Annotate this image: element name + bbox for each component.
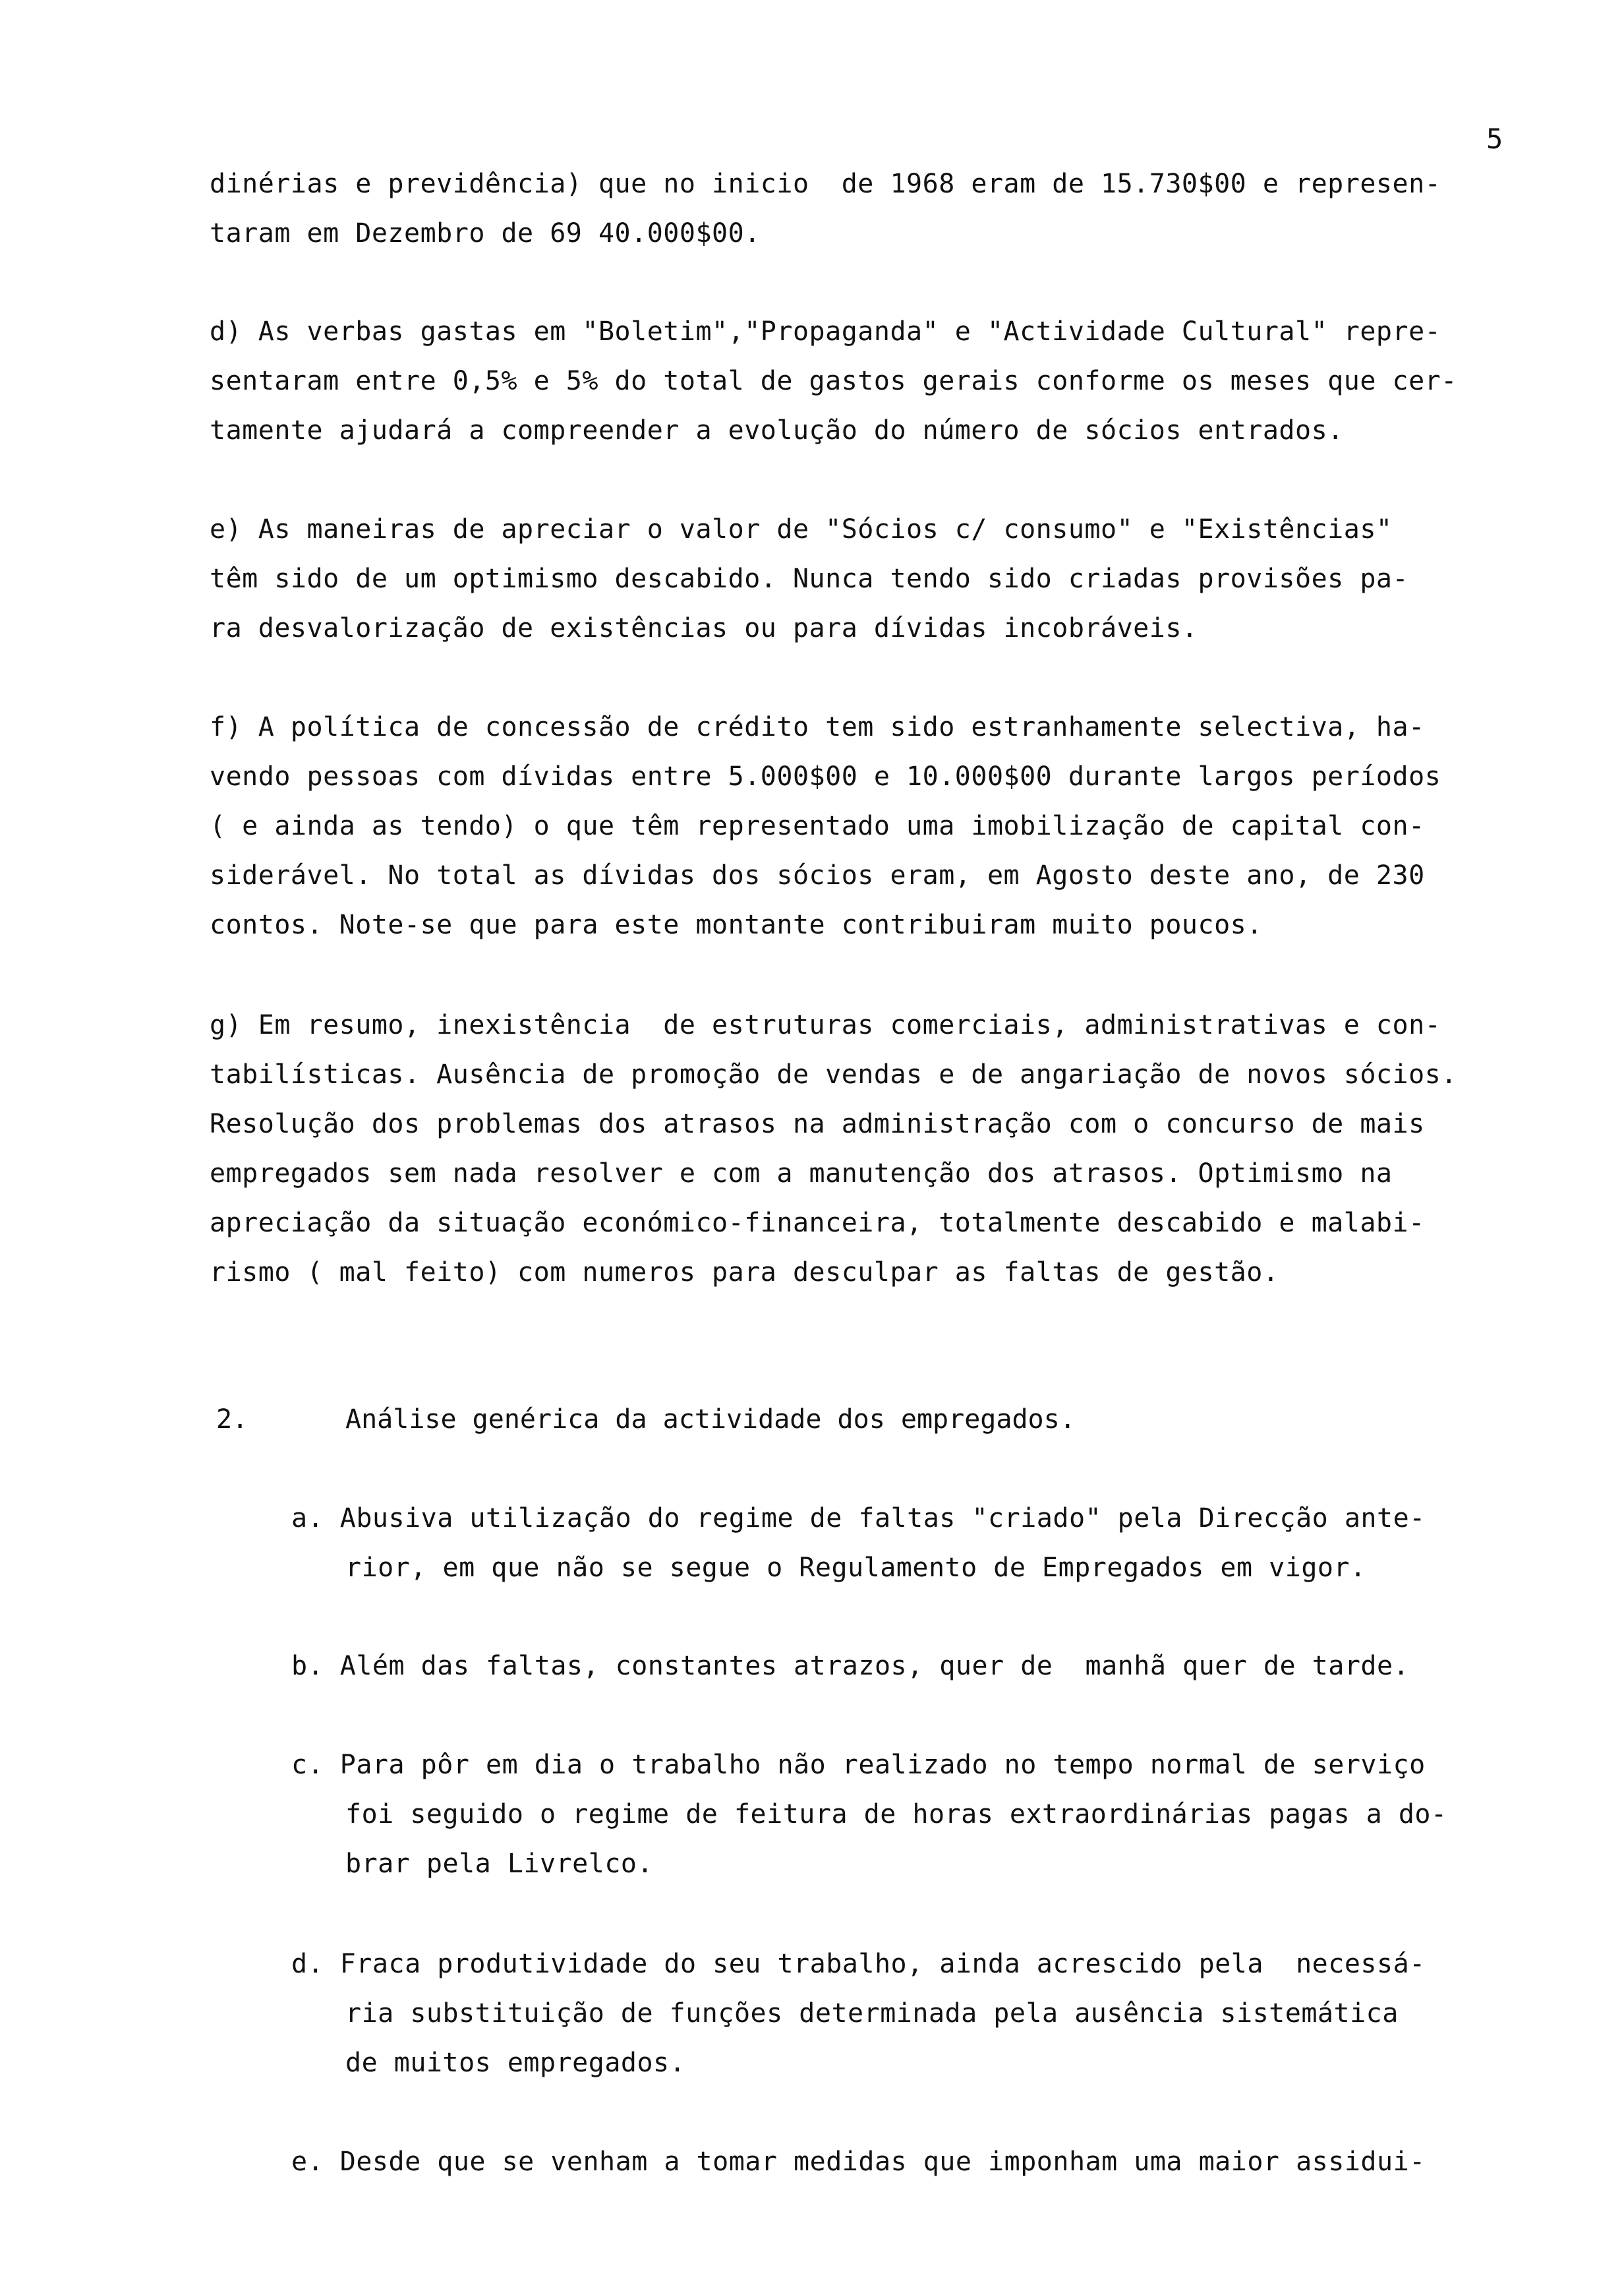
text-line: f) A política de concessão de crédito tem sido estranhamente selectiva, ha- [210,712,1425,742]
text-line: c. Para pôr em dia o trabalho não realizado no tempo normal de serviço [291,1750,1426,1780]
text-line: sentaram entre 0,5% e 5% do total de gastos gerais conforme os meses que cer- [210,366,1457,396]
text-line: d. Fraca produtividade do seu trabalho, ainda acrescido pela necessá- [291,1949,1426,1979]
text-line: tabilísticas. Ausência de promoção de vendas e de angariação de novos sócios. [210,1059,1457,1090]
text-line: contos. Note-se que para este montante contribuiram muito poucos. [210,910,1263,940]
text-line: siderável. No total as dívidas dos sócios eram, em Agosto deste ano, de 230 [210,860,1425,891]
text-line: empregados sem nada resolver e com a manutenção dos atrasos. Optimismo na [210,1158,1393,1189]
paragraph-g [210,1001,1567,1297]
text-line: Resolução dos problemas dos atrasos na administração com o concurso de mais [210,1109,1425,1139]
text-line: vendo pessoas com dívidas entre 5.000$00 e 10.000$00 durante largos períodos [210,761,1441,792]
text-line: tamente ajudará a compreender a evolução do número de sócios entrados. [210,415,1344,446]
list-item-c [291,1740,1567,1889]
list-item-d [291,1940,1567,2088]
paragraph-intro [210,160,1567,258]
text-line: ria substituição de funções determinada pela ausência sistemática [345,1998,1399,2029]
list-item-b [291,1642,1567,1691]
text-line: rior, em que não se segue o Regulamento de Empregados em vigor. [345,1553,1366,1583]
text-line: taram em Dezembro de 69 40.000$00. [210,218,761,249]
text-line: e) As maneiras de apreciar o valor de "Sócios c/ consumo" e "Existências" [210,514,1393,545]
section-number: 2. [216,1404,248,1435]
text-line: ( e ainda as tendo) o que têm representado uma imobilização de capital con- [210,811,1425,841]
text-line: b. Além das faltas, constantes atrazos, quer de manhã quer de tarde. [291,1651,1410,1681]
paragraph-d [210,307,1567,456]
text-line: apreciação da situação económico-financeira, totalmente descabido e malabi- [210,1208,1425,1238]
page-number: 5 [1486,123,1503,155]
list-item-a [291,1494,1567,1593]
text-line: foi seguido o regime de feitura de horas extraordinárias pagas a do- [345,1799,1447,1829]
text-line: ra desvalorização de existências ou para dívidas incobráveis. [210,613,1198,643]
paragraph-e [210,505,1567,653]
text-line: dinérias e previdência) que no inicio de 1968 eram de 15.730$00 e represen- [210,169,1441,199]
list-item-e [291,2137,1567,2187]
text-line: têm sido de um optimismo descabido. Nunca tendo sido criadas provisões pa- [210,564,1409,594]
text-line: d) As verbas gastas em "Boletim","Propaganda" e "Actividade Cultural" repre- [210,316,1441,347]
text-line: g) Em resumo, inexistência de estruturas comerciais, administrativas e con- [210,1010,1441,1040]
text-line: a. Abusiva utilização do regime de faltas "criado" pela Direcção ante- [291,1503,1426,1533]
paragraph-f [210,703,1567,950]
text-line: brar pela Livrelco. [345,1849,654,1879]
section-title: Análise genérica da actividade dos empregados. [345,1404,1076,1435]
text-line: e. Desde que se venham a tomar medidas que imponham uma maior assidui- [291,2147,1426,2177]
text-line: de muitos empregados. [345,2048,686,2078]
text-line: rismo ( mal feito) com numeros para desculpar as faltas de gestão. [210,1257,1279,1288]
